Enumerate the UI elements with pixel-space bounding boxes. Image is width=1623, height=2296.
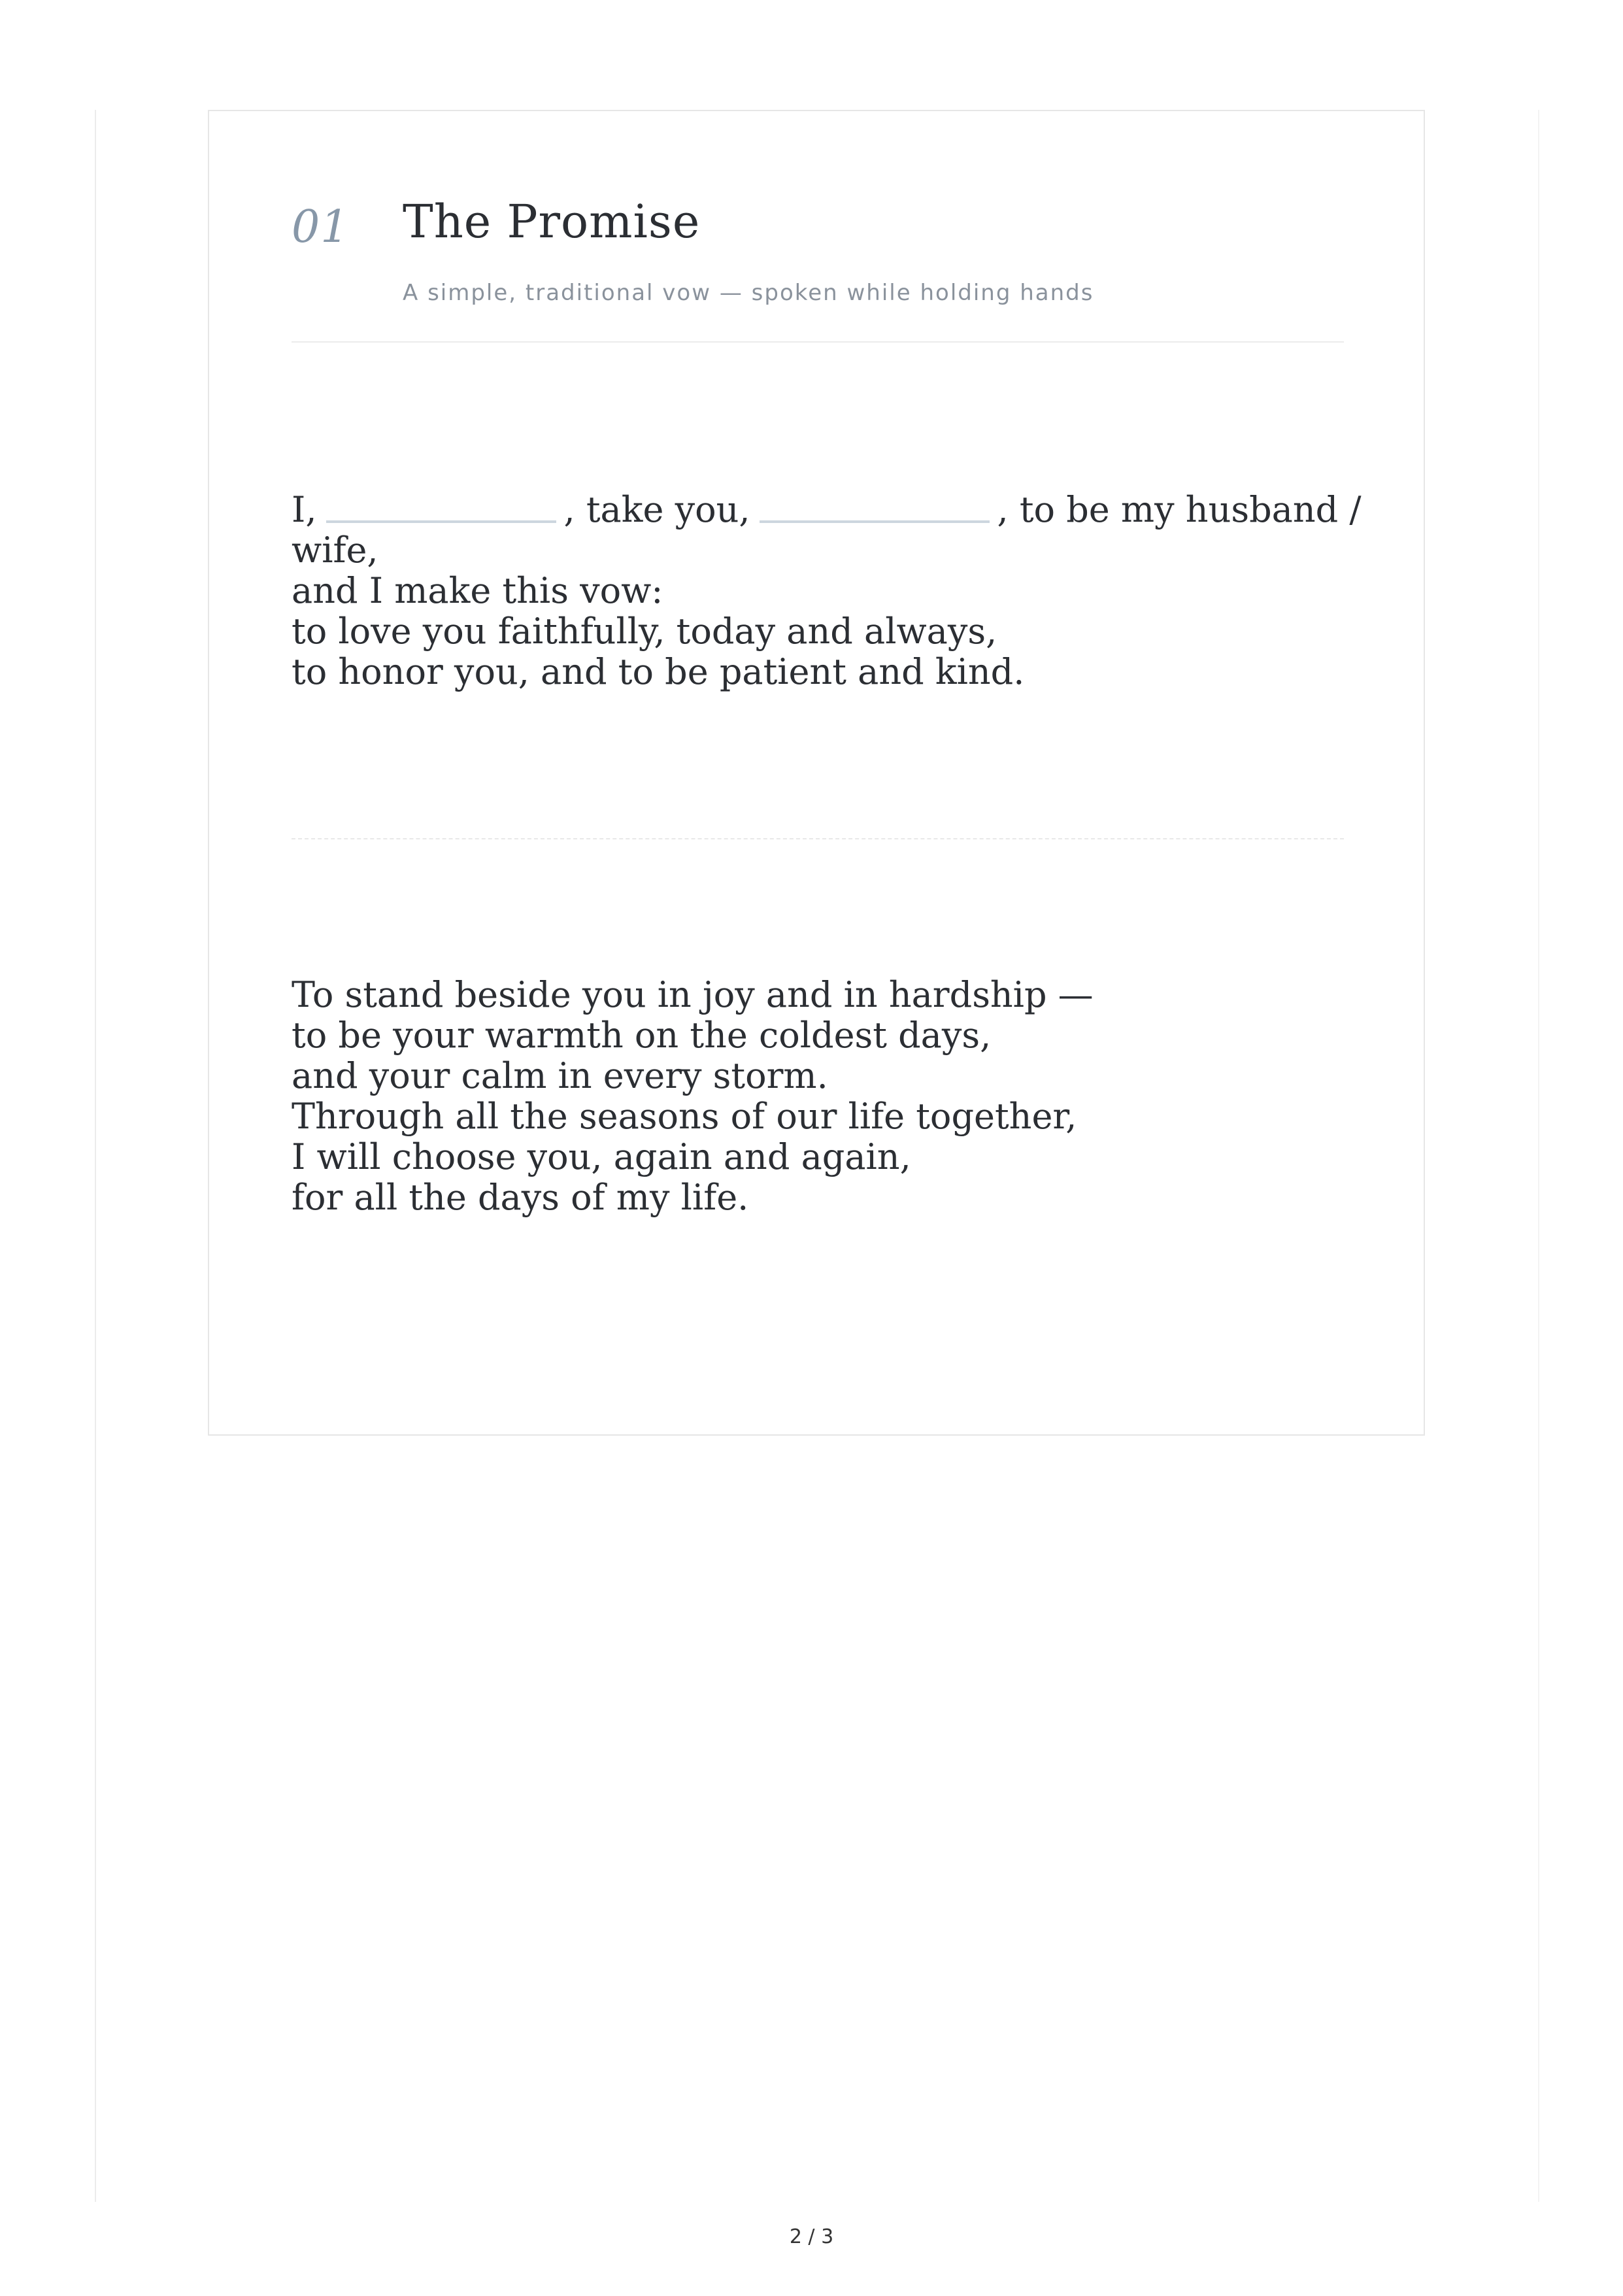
verse-line: Through all the seasons of our life together,	[292, 1096, 1077, 1137]
verse-text-take-you: , take you,	[563, 489, 750, 530]
verse-line: to love you faithfully, today and always,	[292, 611, 997, 652]
verse-line: I will choose you, again and again,	[292, 1136, 911, 1177]
vow-title: The Promise	[403, 195, 701, 248]
header-divider	[292, 341, 1344, 343]
vow-subtitle: A simple, traditional vow — spoken while holding hands	[403, 280, 1094, 306]
page-left-edge	[95, 110, 96, 2202]
stanza-1	[292, 489, 1362, 713]
verse-line: to honor you, and to be patient and kind.	[292, 651, 1025, 692]
stanza-divider	[292, 838, 1344, 839]
vow-number: 01	[292, 201, 350, 253]
stanza-2	[292, 974, 1344, 1238]
vow-card	[208, 110, 1425, 1436]
page-right-edge	[1538, 110, 1539, 2202]
verse-line: and I make this vow:	[292, 570, 663, 611]
page-number: 2 / 3	[789, 2225, 834, 2248]
verse-line: for all the days of my life.	[292, 1177, 749, 1218]
verse-line: to be your warmth on the coldest days,	[292, 1015, 992, 1056]
verse-line: and your calm in every storm.	[292, 1055, 828, 1096]
verse-text-i: I,	[292, 489, 317, 530]
verse-line: To stand beside you in joy and in hardship —	[292, 974, 1094, 1015]
verse-text-husband-wife: , to be my husband /	[997, 489, 1362, 530]
vow-header	[292, 195, 1344, 267]
verse-line: wife,	[292, 530, 378, 571]
